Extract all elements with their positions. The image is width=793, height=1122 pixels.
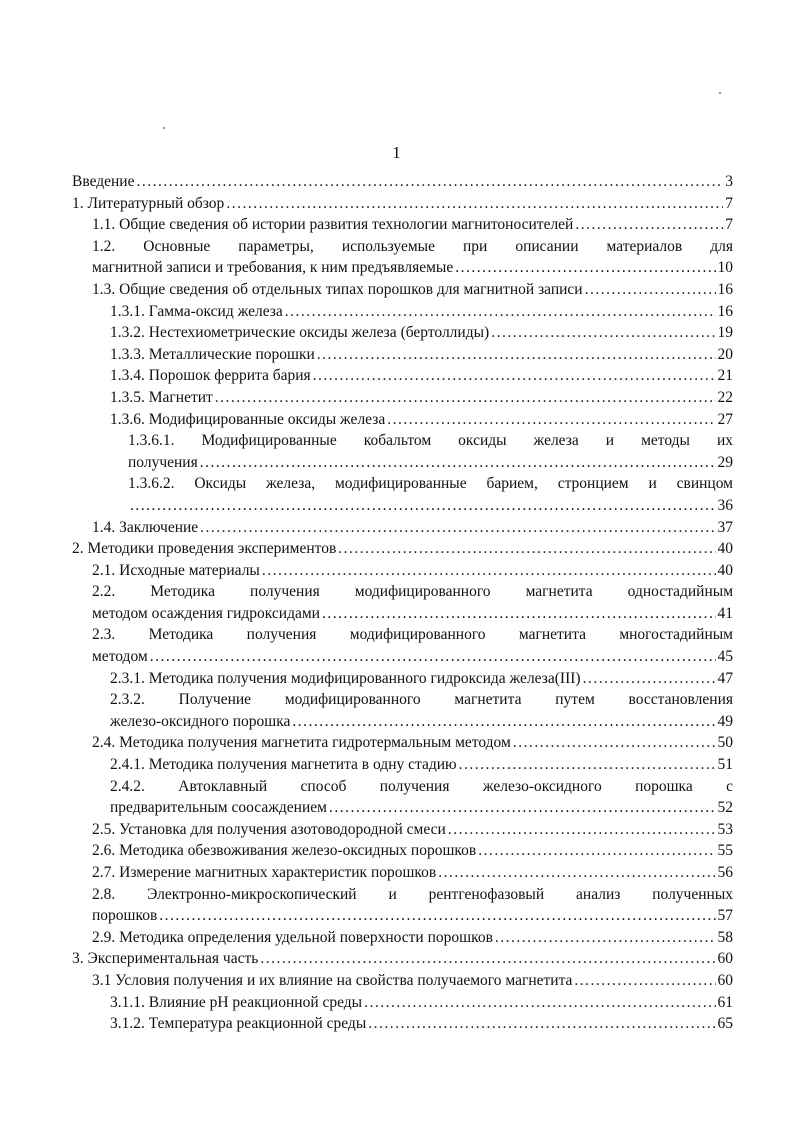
toc-leader-dots — [513, 732, 716, 754]
toc-entry — [72, 279, 733, 301]
toc-leader-dots — [130, 495, 716, 517]
toc-page-number: 57 — [717, 907, 733, 925]
toc-entry-title: 3.1.2. Температура реакционной среды — [110, 1015, 367, 1033]
toc-leader-dots — [159, 905, 715, 927]
toc-entry — [72, 862, 733, 884]
toc-entry — [72, 473, 733, 516]
toc-page-number: 20 — [717, 345, 733, 363]
toc-entry-title-continued: магнитной записи и требования, к ним предъявляемые — [92, 259, 454, 277]
toc-leader-dots — [285, 301, 716, 323]
toc-entry-title: 1.3.2. Нестехиометрические оксиды железа (бертоллиды) — [110, 324, 490, 342]
toc-leader-dots — [226, 193, 723, 215]
toc-page-number: 40 — [717, 540, 733, 558]
toc-entry-title-continued: предварительным соосаждением — [110, 799, 327, 817]
toc-leader-dots — [322, 603, 716, 625]
toc-page-number: 45 — [717, 648, 733, 666]
toc-entry-title: 2.1. Исходные материалы — [92, 561, 260, 579]
toc-entry — [72, 344, 733, 366]
toc-entry — [72, 301, 733, 323]
toc-page-number: 61 — [717, 993, 733, 1011]
toc-entry — [72, 322, 733, 344]
toc-entry-title: 2.8. Электронно-микроскопический и рентгенофазовый анализ полученных — [92, 885, 733, 903]
toc-entry-title: 2.3.2. Получение модифицированного магнетита путем восстановления — [110, 691, 733, 709]
toc-leader-dots — [313, 365, 716, 387]
toc-entry — [72, 948, 733, 970]
toc-entry-title: 2.3. Методика получения модифицированного магнетита многостадийным — [92, 626, 733, 644]
toc-page-number: 50 — [717, 734, 733, 752]
toc-page-number: 60 — [717, 950, 733, 968]
toc-entry-title: 1.3.4. Порошок феррита бария — [110, 367, 311, 385]
toc-leader-dots — [455, 257, 715, 279]
toc-page-number: 3 — [725, 173, 733, 190]
toc-entry-title: 2.5. Установка для получения азотоводородной смеси — [92, 820, 446, 838]
toc-page-number: 22 — [717, 388, 733, 406]
toc-entry-title: 3.1.1. Влияние pH реакционной среды — [110, 993, 363, 1011]
toc-leader-dots — [200, 452, 716, 474]
toc-entry — [72, 171, 733, 193]
toc-leader-dots — [260, 948, 715, 970]
toc-entry — [72, 732, 733, 754]
toc-leader-dots — [495, 927, 716, 949]
toc-page-number: 16 — [717, 302, 733, 320]
toc-entry — [72, 992, 733, 1014]
toc-entry — [72, 517, 733, 539]
toc-leader-dots — [583, 668, 716, 690]
toc-entry-title: 2.9. Методика определения удельной поверхности порошков — [92, 928, 493, 946]
toc-leader-dots — [459, 754, 716, 776]
toc-leader-dots — [292, 711, 715, 733]
toc-page-number: 56 — [717, 864, 733, 881]
toc-entry — [72, 668, 733, 690]
toc-leader-dots — [262, 560, 716, 582]
toc-page-number: 55 — [717, 842, 733, 860]
toc-entry — [72, 560, 733, 582]
toc-page-number: 49 — [717, 712, 733, 730]
toc-entry-title: 1. Литературный обзор — [72, 194, 225, 212]
toc-page-number: 16 — [717, 280, 733, 298]
toc-leader-dots — [585, 279, 716, 301]
toc-page-number: 53 — [717, 820, 733, 838]
toc-entry-title: 2.3.1. Методика получения модифицированного гидроксида железа(III) — [110, 669, 581, 687]
toc-entry-title-continued: железо-оксидного порошка — [110, 712, 291, 730]
toc-entry — [72, 409, 733, 431]
toc-leader-dots — [215, 387, 716, 409]
toc-leader-dots — [136, 171, 723, 193]
toc-entry-title: 2.4.2. Автоклавный способ получения железо-оксидного порошка с — [110, 777, 733, 795]
toc-entry-title: 1.3.6.2. Оксиды железа, модифицированные барием, стронцием и свинцом — [128, 475, 733, 493]
toc-page-number: 65 — [717, 1015, 733, 1033]
toc-leader-dots — [448, 819, 716, 841]
toc-entry-title: 2.7. Измерение магнитных характеристик порошков — [92, 864, 437, 881]
toc-leader-dots — [364, 992, 715, 1014]
toc-entry-title: 1.3.1. Гамма-оксид железа — [110, 302, 283, 320]
toc-entry-title: 1.3.6.1. Модифицированные кобальтом оксиды железа и методы их — [128, 432, 733, 450]
toc-entry-title: 1.1. Общие сведения об истории развития технологии магнитоносителей — [92, 216, 574, 234]
toc-entry — [72, 193, 733, 215]
scan-speck — [719, 92, 721, 94]
toc-page-number: 40 — [717, 561, 733, 579]
toc-entry-title-continued: получения — [128, 453, 198, 471]
toc-page-number: 21 — [717, 367, 733, 385]
scan-speck — [163, 127, 165, 129]
toc-entry-title: 1.3.6. Модифицированные оксиды железа — [110, 410, 386, 428]
toc-entry-title-continued: методом осаждения гидроксидами — [92, 604, 320, 622]
toc-entry-title: 2.4. Методика получения магнетита гидротермальным методом — [92, 734, 511, 752]
toc-leader-dots — [574, 970, 715, 992]
toc-page-number: 58 — [717, 928, 733, 946]
toc-entry — [72, 214, 733, 236]
toc-entry-title-continued: методом — [92, 648, 148, 666]
toc-entry — [72, 365, 733, 387]
toc-entry-title-continued: порошков — [92, 907, 158, 925]
toc-entry-title: 3.1 Условия получения и их влияние на свойства получаемого магнетита — [92, 971, 573, 989]
toc-page-number: 19 — [717, 324, 733, 342]
toc-entry-title: Введение — [72, 173, 135, 190]
toc-page-number: 37 — [717, 518, 733, 536]
toc-entry-title: 1.2. Основные параметры, используемые при описании материалов для — [92, 237, 733, 255]
toc-entry — [72, 689, 733, 732]
toc-entry — [72, 840, 733, 862]
toc-page-number: 10 — [717, 259, 733, 277]
toc-entry — [72, 624, 733, 667]
toc-leader-dots — [329, 797, 716, 819]
toc-entry — [72, 387, 733, 409]
toc-entry-title: 2.6. Методика обезвоживания железо-оксидных порошков — [92, 842, 477, 860]
toc-entry — [72, 927, 733, 949]
toc-leader-dots — [317, 344, 716, 366]
toc-entry-title: 3. Экспериментальная часть — [72, 950, 259, 968]
toc-entry — [72, 819, 733, 841]
toc-leader-dots — [150, 646, 716, 668]
toc-entry — [72, 776, 733, 819]
toc-entry — [72, 970, 733, 992]
toc-entry-title: 1.3.5. Магнетит — [110, 388, 213, 406]
toc-leader-dots — [438, 862, 715, 884]
toc-leader-dots — [478, 840, 715, 862]
toc-page-number: 29 — [717, 453, 733, 471]
toc-entry-title: 2.4.1. Методика получения магнетита в одну стадию — [110, 756, 457, 774]
toc-leader-dots — [387, 409, 715, 431]
toc-page-number: 60 — [717, 971, 733, 989]
toc-entry — [72, 538, 733, 560]
toc-page-number: 51 — [717, 756, 733, 774]
toc-entry-title: 1.3.3. Металлические порошки — [110, 345, 315, 363]
toc-entry — [72, 581, 733, 624]
toc-entry-title: 1.4. Заключение — [92, 518, 199, 536]
toc-entry-title: 2. Методики проведения экспериментов — [72, 540, 337, 558]
toc-leader-dots — [575, 214, 723, 236]
toc-leader-dots — [368, 1013, 715, 1035]
toc-page-number: 7 — [725, 194, 733, 212]
toc-page-number: 47 — [717, 669, 733, 687]
table-of-contents — [72, 171, 733, 1035]
toc-entry — [72, 754, 733, 776]
toc-entry — [72, 236, 733, 279]
toc-entry — [72, 884, 733, 927]
toc-page-number: 36 — [717, 496, 733, 514]
toc-entry — [72, 430, 733, 473]
toc-page-number: 41 — [717, 604, 733, 622]
toc-leader-dots — [200, 517, 715, 539]
toc-page-number: 27 — [717, 410, 733, 428]
toc-leader-dots — [491, 322, 715, 344]
page-number: 1 — [392, 143, 401, 162]
toc-page-number: 7 — [725, 216, 733, 234]
toc-entry-title: 1.3. Общие сведения об отдельных типах порошков для магнитной записи — [92, 280, 583, 298]
toc-entry-title: 2.2. Методика получения модифицированного магнетита одностадийным — [92, 583, 733, 601]
toc-entry — [72, 1013, 733, 1035]
toc-page-number: 52 — [717, 799, 733, 817]
toc-leader-dots — [338, 538, 715, 560]
